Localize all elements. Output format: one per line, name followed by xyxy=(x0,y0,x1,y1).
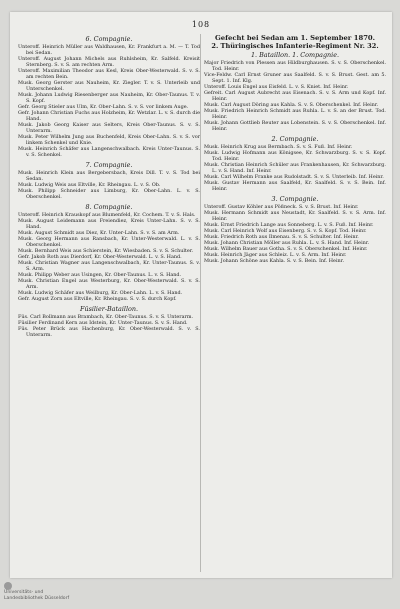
casualty-entry: Unteroff. Heinrich Müller aus Waldhausen, Kr. Frankfurt a. M. — T. Tod bei Sedan. xyxy=(18,44,200,56)
casualty-entry: Füs. Peter Brück aus Hachenburg, Kr. Ober-Westerwald. S. v. S. Unterarm. xyxy=(18,326,200,338)
section-heading: 1. Bataillon. 1. Compagnie. xyxy=(250,51,340,59)
casualty-entry: Musk. Heinrich Jäger aus Schleiz. L. v. S. Arm. Inf. Heinr. xyxy=(204,252,347,258)
casualty-entry: Musk. Christian Wagner aus Langenschwalbach, Kr. Unter-Taunus. S. v. S. Arm. xyxy=(18,260,200,272)
right-column xyxy=(204,34,386,266)
casualty-entry: Musk. Ludwig Hofmann aus Königsee, Kr. Schwarzburg. S. v. S. Kopf. Tod. Heinr. xyxy=(204,150,386,162)
casualty-entry: Unteroff. Maximilian Theodor aus Kesl, Kreis Ober-Westerwald. S. v. S. am rechten Bein. xyxy=(18,68,200,80)
casualty-entry: Gefr. August Zorn aus Eltville, Kr. Rheingau. S. v. S. durch Kopf. xyxy=(18,296,177,302)
section-heading: 3. Compagnie. xyxy=(271,195,319,203)
library-credit-line: Landesbibliothek Düsseldorf xyxy=(4,596,70,601)
casualty-entry: Musk. Wilhelm Bauer aus Gotha. S. v. S. Oberschenkel. Inf. Heinr. xyxy=(204,246,368,252)
casualty-entry: Musk. Christian Engel aus Westerburg, Kr. Ober-Westerwald. S. v. S. Arm. xyxy=(18,278,200,290)
casualty-entry: Unteroff. Louis Engel aus Eisfeld. L. v. S. Kniet. Inf. Heinr. xyxy=(204,84,349,90)
right-sections xyxy=(204,51,386,266)
casualty-entry: Unteroff. August Johann Michels aus Ruhlsheim, Kr. Salfeld. Kreisit Sternberg. S. v. S. am rechten Arm. xyxy=(18,56,200,68)
casualty-entry: Musk. Johann Ludwig Riesenberger aus Nauheim, Kr. Ober-Taunus. T. v. S. Kopf. xyxy=(18,92,200,104)
casualty-entry: Füs. Carl Bollmann aus Brambach, Kr. Ober-Taunus. S. v. S. Unterarm. xyxy=(18,314,194,320)
casualty-entry: Musk. Ludwig Weis aus Eltville, Kr. Rheingau. L. v. S. Ob. xyxy=(18,182,161,188)
regiment-title: 2. Thüringisches Infanterie-Regiment Nr. 32. xyxy=(211,42,379,50)
casualty-entry: Gefr. Johann Christian Fuchs aus Holzheim, Kr. Wetzlar. L. v. S. durch die Hand. xyxy=(18,110,200,122)
casualty-entry: Musk. Ernst Friedrich Lange aus Sonneberg. L. v. S. Fuß. Inf. Heinr. xyxy=(204,222,374,228)
library-credit xyxy=(4,590,69,602)
casualty-entry: Musk. Bernhard Weis aus Schierstein, Kr. Wiesbaden. S. v. S. Schulter. xyxy=(18,248,194,254)
section-heading: 2. Compagnie. xyxy=(271,135,319,143)
casualty-entry: Musk. Friedrich Heinrich Schmidt aus Ruhla. L. v. S. an der Brust. Tod. Heinr. xyxy=(204,108,386,120)
section-heading: 6. Compagnie. xyxy=(85,35,133,43)
section-heading: 8. Compagnie. xyxy=(85,203,133,211)
casualty-entry: Musk. Ludwig Schäfer aus Weilburg, Kr. Ober-Lahn. L. v. S. Hand. xyxy=(18,290,183,296)
casualty-entry: Musk. August Schmidt aus Diez, Kr. Unter-Lahn. S. v. S. am Arm. xyxy=(18,230,180,236)
casualty-entry: Musk. Jakob Georg Kaiser aus Selters, Kreis Ober-Taunus. S. v. S. Unterarm. xyxy=(18,122,200,134)
casualty-entry: Musk. Philipp Weber aus Usingen, Kr. Ober-Taunus. L. v. S. Hand. xyxy=(18,272,182,278)
document-page xyxy=(10,12,392,578)
section-heading: Füsilier-Bataillon. xyxy=(80,305,138,313)
casualty-entry: Füsilier Ferdinand Kern aus Idstein, Kr. Unter-Taunus. S. v. S. Hand. xyxy=(18,320,188,326)
casualty-entry: Musk. August Leidemann aus Freiendiez, Kreis Unter-Lahn. S. v. S. Hand. xyxy=(18,218,200,230)
casualty-entry: Gefreit. Carl August Aubrecht aus Eisenach. S. v. S. Arm und Kopf. Inf. Heinr. xyxy=(204,90,386,102)
left-column xyxy=(18,34,200,340)
section-heading: 7. Compagnie. xyxy=(85,161,133,169)
casualty-entry: Musk. Christian Heinrich Schüler aus Frankenhausen, Kr. Schwarzburg. L. v. S. Hand. Inf. Heinr. xyxy=(204,162,386,174)
casualty-entry: Musk. Johann Gottlieb Reuter aus Lobenstein. S. v. S. Oberschenkel. Inf. Heinr. xyxy=(204,120,386,132)
casualty-entry: Musk. Johann Christian Möller aus Ruhla. L. v. S. Hand. Inf. Heinr. xyxy=(204,240,370,246)
casualty-entry: Unteroff. Gustav Köhler aus Pößneck. S. v. S. Brust. Inf. Heinr. xyxy=(204,204,359,210)
casualty-entry: Musk. Friedrich Roth aus Ilmenau. S. v. S. Schulter. Inf. Heinr. xyxy=(204,234,359,240)
casualty-entry: Musk. Heinrich Schäfer aus Langenschwalbach. Kreis Unter-Taunus. S. v. S. Schenkel. xyxy=(18,146,200,158)
casualty-entry: Musk. Carl Wilhelm Franke aus Rudolstadt. S. v. S. Unterleib. Inf. Heinr. xyxy=(204,174,384,180)
casualty-entry: Musk. Gustav Hermann aus Saalfeld, Kr. Saalfeld. S. v. S. Bein. Inf. Heinr. xyxy=(204,180,386,192)
casualty-entry: Musk. Hermann Schmidt aus Neustadt, Kr. Saalfeld. S. v. S. Arm. Inf. Heinr. xyxy=(204,210,386,222)
casualty-entry: Musk. Johann Schöne aus Kahla. S. v. S. Bein. Inf. Heinr. xyxy=(204,258,345,264)
casualty-entry: Musk. Carl August Döring aus Kahla. S. v. S. Oberschenkel. Inf. Heinr. xyxy=(204,102,379,108)
casualty-entry: Musk. Heinrich Krug aus Bermbach. S. v. S. Fuß. Inf. Heinr. xyxy=(204,144,353,150)
casualty-entry: Vice-Feldw. Carl Ernst Gruner aus Saalfeld. S. v. S. Brust. Gest. am 5. Sept. 1. Inf. Klg. xyxy=(204,72,386,84)
casualty-entry: Musk. Peter Wilhelm Jung aus Buchenfeld, Kreis Ober-Lahn. S. v. S. vor linkem Schenkel und Knie. xyxy=(18,134,200,146)
casualty-entry: Musk. Georg Gerster aus Nauheim, Kr. Ziegler. T. v. S. Unterleib und Unterschenkel. xyxy=(18,80,200,92)
column-divider xyxy=(200,34,201,572)
casualty-entry: Musk. Carl Heinrich Wolf aus Eisenberg. S. v. S. Kopf. Tod. Heinr. xyxy=(204,228,367,234)
library-credit-line: Universitäts- und xyxy=(4,590,44,595)
casualty-entry: Musk. Georg Hermann aus Ransbach, Kr. Unter-Westerwald. L. v. S. Oberschenkel. xyxy=(18,236,200,248)
casualty-entry: Musk. Heinrich Klein aus Bergebersbach, Kreis Dill. T. v. S. Tod bei Sedan. xyxy=(18,170,200,182)
casualty-entry: Gefr. Jakob Roth aus Dierdorf, Kr. Ober-Westerwald. L. v. S. Hand. xyxy=(18,254,182,260)
casualty-entry: Major Friedrich von Plessen aus Hildburghausen. S. v. S. Oberschenkel. Tod. Heinr. xyxy=(204,60,386,72)
page-number: 108 xyxy=(191,20,211,29)
casualty-entry: Musk. Philipp Schneider aus Limburg, Kr. Ober-Lahn. L. v. S. Oberschenkel. xyxy=(18,188,200,200)
casualty-entry: Unteroff. Heinrich Krauskopf aus Blumenfeld, Kr. Cochem. T. v. S. Hals. xyxy=(18,212,196,218)
library-logo-icon xyxy=(4,582,12,590)
battle-title: Gefecht bei Sedan am 1. September 1870. xyxy=(214,34,376,42)
casualty-entry: Gefr. Georg Stieler aus Ulm, Kr. Ober-Lahn. S. v. S. vor linkem Auge. xyxy=(18,104,189,110)
